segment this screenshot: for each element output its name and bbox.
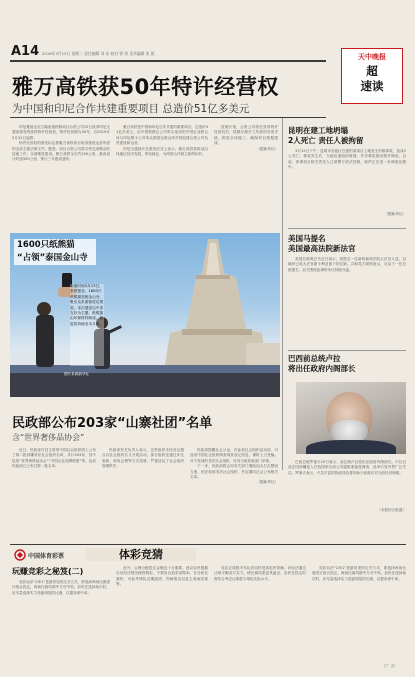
section-badge <box>341 48 403 104</box>
lottery-banner: 体彩竞猜 <box>86 548 196 561</box>
second-col-2 <box>102 448 184 526</box>
lead-paragraph: 雅万高铁是中国和印尼合作共建的重要项目，总造价51亿多美元，由中国铁路总公司牵头组成的中国企业联合体与印尼维卡公司牵头的国企联合体共同组建合资公司负责建设和运营。 <box>116 125 208 146</box>
badge-title-1: 超 <box>366 64 378 78</box>
header-rule <box>10 60 326 62</box>
bottom-col-1 <box>12 580 110 668</box>
second-paragraph: 下一步，民政部将会同有关部门继续加大打击整治力度，依法取缔非法社会组织，并定期向社会公布相关名单。 <box>190 464 278 480</box>
section-tag-label: 中国体育彩票 <box>28 553 65 560</box>
photo-credit: 图片来源新华社 <box>64 372 90 376</box>
page-number: A14 <box>11 44 40 59</box>
lead-paragraph: 印尼交通部长在颁发仪式上表示，雅万高铁将推动沿线地区经济发展，带动就业，为两国合作树立新的标杆。 <box>116 146 208 157</box>
bottom-headline: 玩赚竞彩之秘笈(二) <box>12 567 84 576</box>
bottom-col-3 <box>214 566 306 668</box>
bottom-paragraph: 竞彩玩法“2串1”是最常见的过关方式，即选择两场比赛进行组合投注，两场比赛均猜中方可中奖。彩民在选择场次时，应尽量选择实力差距明显的比赛，以提高命中率。 <box>312 566 406 581</box>
photo-caption: 当地时间3月13日，泰国曼谷，1600只纸熊猫亮相金山寺，吸引众多游客驻足观赏。本次展览以中泰友好为主题，纸熊猫由环保材料制成，展览将持续至本月底。 <box>70 284 104 366</box>
second-col-1 <box>12 448 96 526</box>
sidebar-item-title: 美国马提名 美国最高法院新法官 <box>288 234 356 253</box>
lead-col-1 <box>12 125 110 227</box>
bottom-col-2 <box>116 566 208 668</box>
lottery-logo-icon <box>14 549 26 561</box>
temple-ledge <box>196 275 230 279</box>
lead-col-2 <box>116 125 208 227</box>
portrait-photo <box>296 382 406 454</box>
photo-title-line-2: “占领”泰国金山寺 <box>14 252 96 265</box>
header-info: 2016年3月15日 星期二 责任编辑 刘 东 校对 曾 彤 美术编辑 张 凯 <box>42 51 155 56</box>
lead-paragraph: 按照计划，合资公司将在获得特许经营权后，抓紧办理开工所需的各项手续，推进全线施工，确保项目按期建成。 <box>214 125 278 146</box>
sidebar-item-credit: （据新华社） <box>384 212 406 216</box>
lead-rule <box>10 117 326 118</box>
section-tag <box>14 549 78 561</box>
bottom-paragraph: 此外，合理分配投注金额也十分重要。建议彩民根据自身经济情况理性购彩，不要盲目追求高赔率。在分析比赛时，可参考球队近期战绩、伤病情况以及主客场因素等。 <box>116 566 208 587</box>
portrait-suit <box>306 440 396 454</box>
sidebar-rule <box>288 350 406 351</box>
bottom-paragraph: 竞彩让球胜平负玩法同样受到彩民青睐。该玩法通过让球平衡双方实力，使比赛结果更具悬念，彩民在投注时需综合考虑让球数与球队实际水平。 <box>214 566 306 581</box>
bottom-paragraph: 竞彩玩法“2串1”是最常见的过关方式，即选择两场比赛进行组合投注，两场比赛均猜中方可中奖。彩民在选择场次时，应尽量选择实力差距明显的比赛，以提高命中率。 <box>12 580 110 595</box>
photo-title-line-1: 1600只纸熊猫 <box>14 239 96 252</box>
sidebar-item <box>288 354 406 512</box>
sidebar-item-body: 3月12日下午，昆明市官渡区在建的某项目工地发生坍塌事故，造成2人死亡。事故发生后，当地迅速组织救援，并对事故原因展开调查。目前，涉事项目相关责任人已被警方依法控制，案件正在进一步调查处理中。 <box>288 149 406 170</box>
lead-headline: 雅万高铁获50年特许经营权 <box>12 75 279 99</box>
second-paragraph: 近日，民政部在其主管的中国社会组织网上公布了第二批涉嫌非法社会组织名单，共计203家，其中包括“世界奢侈品协会”“中国企业品牌联盟”等。此前民政部已公布过第一批名单。 <box>12 448 96 469</box>
person-arm <box>108 325 122 334</box>
badge-logo: 天中晚报 <box>358 52 386 61</box>
bottom-credit: （广 文） <box>382 664 398 668</box>
second-paragraph: 民政部提醒社会公众，在参加社会组织活动前，可登录中国社会组织网查询其登记信息，谨防上当受骗。对于发现的非法社会组织，可向当地民政部门举报。 <box>190 448 278 463</box>
second-subheadline: 含“世界奢侈品协会” <box>12 433 85 442</box>
badge-title-2: 速读 <box>360 79 384 93</box>
temple-ledge <box>182 329 252 335</box>
sidebar-item-title: 巴西前总统卢拉 将出任政府内阁部长 <box>288 354 356 373</box>
sidebar-item-credit: （本报综合报道） <box>377 508 406 512</box>
sidebar-item <box>288 126 406 217</box>
sidebar-item <box>288 234 406 349</box>
sidebar-item-title: 昆明在建工地坍塌 2人死亡 责任人被拘留 <box>288 126 364 145</box>
sidebar-divider <box>282 118 283 470</box>
lead-credit: （据新华社） <box>256 146 278 151</box>
second-col-3 <box>190 448 278 526</box>
sidebar-rule <box>288 228 406 229</box>
lead-paragraph: 印尼雅加达至万隆高速铁路项目合资公司15日获得印尼交通部颁发的高铁特许经营权，特许经营期为50年，自2019年5月31日起算。 <box>12 125 110 140</box>
second-paragraph: 民政部有关负责人表示，这些组织未经登记擅自以社会组织名义开展活动，部分组织还通过评比表彰、收取会费等方式敛财，严重扰乱了社会组织管理秩序。 <box>102 448 184 469</box>
bottom-col-4 <box>312 566 406 662</box>
second-credit: （据新华社） <box>256 480 278 485</box>
lead-paragraph: 特许经营权的颁发标志着雅万高铁项目取得建设运营所需的全部主要法律文件。据悉，项目合资公司将尽快完成剩余的征地工作，全面推进建设。雅万高铁全长约150公里，最高设计时速350公里，预计三年建成通车。 <box>12 141 110 162</box>
person-head <box>37 302 51 316</box>
bottom-rule <box>10 544 406 545</box>
photo-title-box <box>14 239 96 265</box>
lead-col-3 <box>214 125 278 227</box>
sidebar-item-body: 美国总统奥巴马近日表示，将提名一位新的最高法院大法官人选，以填补已故大法官斯卡利亚留下的空缺。共和党方面则表示，应由下一任总统提名，双方围绕此事的争议持续升温。 <box>288 257 406 272</box>
person-body <box>36 315 54 367</box>
lead-subheadline: 为中国和印尼合作共建重要项目 总造价51亿多美元 <box>12 103 250 115</box>
second-headline: 民政部公布203家“山寨社团”名单 <box>12 416 213 431</box>
sidebar-item-body: 巴西总统罗塞夫15日表示，前总统卢拉将出任政府内阁部长。卢拉目前正因涉嫌卷入巴西国家石油公司腐败案接受调查，此举引发外界广泛关注。罗塞夫表示，卢拉丰富的执政经验将有助于政府应对当前经济困难。 <box>288 460 406 475</box>
crowd <box>10 371 280 397</box>
